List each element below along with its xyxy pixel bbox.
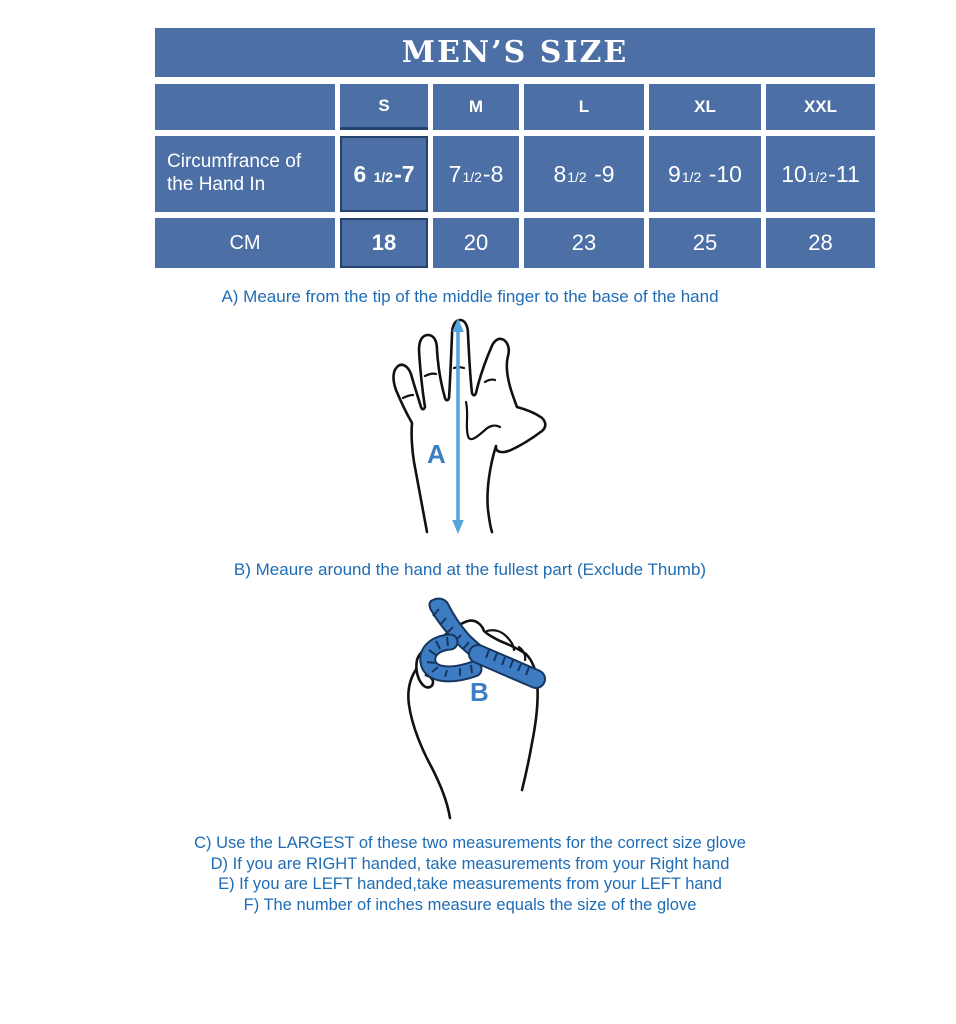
table-title: MEN’S SIZE [155, 28, 875, 77]
col-header-xl: XL [649, 84, 761, 130]
hand-label-a: A [427, 439, 446, 469]
cell-inches-xl: 91/2 -10 [649, 136, 761, 212]
cell-inches-s: 6 1/2-7 [340, 136, 428, 212]
instruction-d: D) If you are RIGHT handed, take measurements from your Right hand [210, 854, 730, 873]
row-label-inches: Circumfrance of the Hand In [155, 136, 335, 212]
cell-cm-xxl: 28 [766, 218, 875, 268]
cell-inches-l: 81/2 -9 [524, 136, 644, 212]
instruction-f: F) The number of inches measure equals the size of the glove [243, 895, 697, 914]
col-header-s: S [340, 84, 428, 130]
instruction-c: C) Use the LARGEST of these two measurements for the correct size glove [194, 834, 746, 852]
cell-cm-xl: 25 [649, 218, 761, 268]
cell-cm-m: 20 [433, 218, 519, 268]
col-header-xxl: XXL [766, 84, 875, 130]
col-header-l: L [524, 84, 644, 130]
col-header-m: M [433, 84, 519, 130]
hand-length-illustration [368, 310, 600, 550]
corner-cell [155, 84, 335, 130]
instruction-e: E) If you are LEFT handed,take measurements from your LEFT hand [218, 875, 722, 893]
instruction-a: A) Meaure from the tip of the middle finger to the base of the hand [221, 287, 719, 306]
cell-inches-xxl: 101/2-11 [766, 136, 875, 212]
cell-cm-l: 23 [524, 218, 644, 268]
row-label-cm: CM [155, 218, 335, 268]
size-grid [155, 84, 875, 268]
mens-size-table [155, 28, 875, 268]
bottom-instructions [0, 833, 940, 915]
cell-cm-s: 18 [340, 218, 428, 268]
cell-inches-m: 71/2-8 [433, 136, 519, 212]
hand-outline [394, 320, 546, 532]
fist-label-b: B [470, 677, 489, 707]
instruction-b: B) Meaure around the hand at the fullest part (Exclude Thumb) [233, 560, 707, 579]
fist-circumference-illustration [390, 588, 590, 830]
